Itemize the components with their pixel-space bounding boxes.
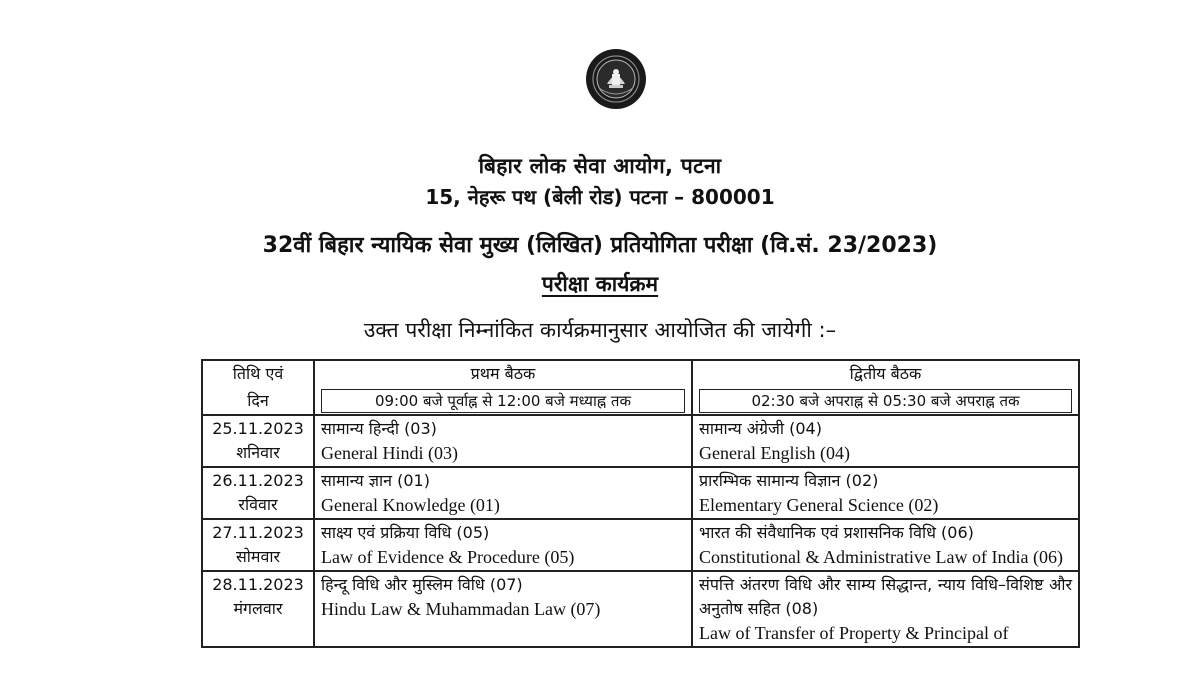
row-day: सोमवार (235, 547, 281, 566)
subject-hindi: साक्ष्य एवं प्रक्रिया विधि (05) (321, 523, 490, 542)
subject-hindi: प्रारम्भिक सामान्य विज्ञान (02) (699, 471, 879, 490)
subject-hindi: सामान्य अंग्रेजी (04) (699, 419, 822, 438)
session-2-time-wrap (693, 387, 1078, 414)
row-date-cell (202, 415, 314, 467)
row-session-2 (692, 571, 1079, 647)
subject-english: General Knowledge (01) (321, 495, 500, 515)
subject-english: Constitutional & Administrative Law of India (06) (699, 547, 1063, 567)
row-date-cell (202, 519, 314, 571)
header-date-day (202, 360, 314, 415)
row-session-1 (314, 519, 692, 571)
row-date: 28.11.2023 (212, 575, 304, 594)
row-date-cell (202, 467, 314, 519)
table-row (202, 571, 1079, 647)
row-session-1 (314, 415, 692, 467)
session-2-time: 02:30 बजे अपराह्न से 05:30 बजे अपराह्न तक (699, 389, 1072, 413)
schedule-title-text: परीक्षा कार्यक्रम (541, 272, 659, 296)
table-row (202, 519, 1079, 571)
subject-hindi: सामान्य हिन्दी (03) (321, 419, 437, 438)
exam-schedule-table (201, 359, 1080, 648)
subject-english: General English (04) (699, 443, 850, 463)
organization-address: 15, नेहरू पथ (बेली रोड) पटना – 800001 (425, 185, 775, 209)
intro-text: उक्त परीक्षा निम्नांकित कार्यक्रमानुसार आयोजित की जायेगी :– (363, 318, 837, 342)
subject-hindi: भारत की संवैधानिक एवं प्रशासनिक विधि (06) (699, 523, 974, 542)
row-day: रविवार (238, 495, 278, 514)
subject-english: General Hindi (03) (321, 443, 458, 463)
subject-hindi: हिन्दू विधि और मुस्लिम विधि (07) (321, 575, 523, 594)
row-session-1 (314, 467, 692, 519)
schedule-title (0, 270, 1200, 298)
subject-english: Law of Transfer of Property & Principal of (699, 623, 1009, 643)
row-session-2 (692, 415, 1079, 467)
bpsc-emblem-icon (585, 48, 647, 110)
row-date-cell (202, 571, 314, 647)
row-date: 26.11.2023 (212, 471, 304, 490)
header-day-label: दिन (247, 391, 269, 410)
exam-title: 32वीं बिहार न्यायिक सेवा मुख्य (लिखित) प्रतियोगिता परीक्षा (वि.सं. 23/2023) (262, 233, 938, 258)
organization-name: बिहार लोक सेवा आयोग, पटना (478, 154, 722, 178)
header-date-label: तिथि एवं (232, 364, 284, 383)
row-session-2 (692, 467, 1079, 519)
row-date: 25.11.2023 (212, 419, 304, 438)
row-day: मंगलवार (233, 599, 283, 618)
header-session-1 (314, 360, 692, 415)
subject-english: Law of Evidence & Procedure (05) (321, 547, 575, 567)
row-session-1 (314, 571, 692, 647)
header-session-2 (692, 360, 1079, 415)
subject-english: Elementary General Science (02) (699, 495, 939, 515)
row-session-2 (692, 519, 1079, 571)
table-row (202, 467, 1079, 519)
session-1-label: प्रथम बैठक (470, 364, 536, 383)
session-1-time: 09:00 बजे पूर्वाह्न से 12:00 बजे मध्याह्न तक (321, 389, 685, 413)
session-2-label: द्वितीय बैठक (849, 364, 922, 383)
subject-hindi: संपत्ति अंतरण विधि और साम्य सिद्धान्त, न्याय विधि–विशिष्ट और अनुतोष सहित (08) (699, 575, 1072, 618)
table-header-row (202, 360, 1079, 415)
table-row (202, 415, 1079, 467)
row-day: शनिवार (236, 443, 280, 462)
subject-english: Hindu Law & Muhammadan Law (07) (321, 599, 601, 619)
subject-hindi: सामान्य ज्ञान (01) (321, 471, 430, 490)
session-1-time-wrap (315, 387, 691, 414)
row-date: 27.11.2023 (212, 523, 304, 542)
